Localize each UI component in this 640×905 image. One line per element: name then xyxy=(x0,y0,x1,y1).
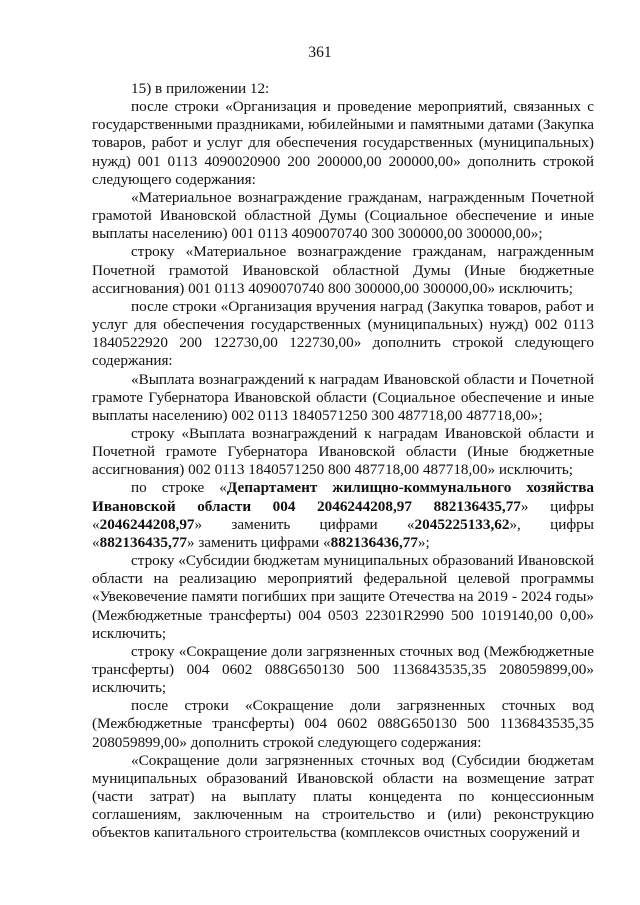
bold-text: 882136435,77 xyxy=(99,533,187,551)
paragraph xyxy=(92,298,594,371)
paragraph xyxy=(92,425,594,479)
paragraph xyxy=(92,752,594,843)
text-run: », цифры « xyxy=(92,515,594,551)
text-run: «Сокращение доли загрязненных сточных вод (Субсидии бюджетам муниципальных образований Ивановской области на возмещение затрат (части затрат) на выплату платы концедента по концессионным соглашениям, заключенным на строительство и (или) реконструкцию объектов капитального строительства (комплексов очистных сооружений и xyxy=(92,751,594,842)
bold-text: 882136436,77 xyxy=(330,533,418,551)
text-run: 15) в приложении 12: xyxy=(131,80,270,97)
text-run: строку «Сокращение доли загрязненных сточных вод (Межбюджетные трансферты) 004 0602 088G650130 500 1136843535,35 208059899,00» исключить; xyxy=(92,642,594,697)
bold-text: 2045225133,62 xyxy=(414,515,510,533)
text-run: «Материальное вознаграждение гражданам, награжденным Почетной грамотой Ивановской областной Думы (Социальное обеспечение и иные выплаты населению) 001 0113 4090070740 300 300000,00 300000,00»; xyxy=(92,188,594,243)
paragraph xyxy=(92,98,594,189)
text-run: после строки «Организация вручения наград (Закупка товаров, работ и услуг для обеспечения государственных (муниципальных) нужд) 002 0113 1840522920 200 122730,00 122730,00» дополнить строкой следующего содержания: xyxy=(92,297,594,370)
paragraph xyxy=(92,479,594,552)
text-run: » цифры « xyxy=(92,497,594,533)
paragraph xyxy=(92,189,594,243)
text-run: »; xyxy=(417,533,430,551)
text-run: » заменить цифрами « xyxy=(194,515,415,533)
text-run: строку «Выплата вознаграждений к наградам Ивановской области и Почетной грамоте Губернатора Ивановской области (Иные бюджетные ассигнования) 002 0113 1840571250 800 487718,00 487718,00» исключить; xyxy=(92,424,594,479)
document-body xyxy=(92,80,594,843)
text-run: «Выплата вознаграждений к наградам Ивановской области и Почетной грамоте Губернатора Ивановской области (Социальное обеспечение и иные выплаты населению) 002 0113 1840571250 300 487718,00 487718,00»; xyxy=(92,370,594,424)
text-run: строку «Субсидии бюджетам муниципальных образований Ивановской области на реализацию мероприятий федеральной целевой программы «Увековечение памяти погибших при защите Отечества на 2019 - 2024 годы» (Межбюджетные трансферты) 004 0503 22301R2990 500 1019140,00 0,00» исключить; xyxy=(92,552,595,642)
bold-text: 2046244208,97 xyxy=(99,515,195,533)
bold-text: Департамент жилищно-коммунального хозяйства Ивановской области 004 2046244208,97 882136435,77 xyxy=(92,479,594,515)
paragraph xyxy=(92,697,594,751)
paragraph xyxy=(92,643,594,697)
text-run: после строки «Организация и проведение мероприятий, связанных с государственными праздниками, юбилейными и памятными датами (Закупка товаров, работ и услуг для обеспечения государственных (муниципальных) нужд) 001 0113 4090020900 200 200000,00 200000,00» дополнить строкой следующего содержания: xyxy=(92,98,594,188)
text-run: после строки «Сокращение доли загрязненных сточных вод (Межбюджетные трансферты) 004 0602 088G650130 500 1136843535,35 208059899,00» дополнить строкой следующего содержания: xyxy=(92,697,594,751)
paragraph xyxy=(92,243,594,297)
text-run: по строке « xyxy=(131,479,227,497)
page-number: 361 xyxy=(308,44,332,61)
paragraph xyxy=(92,371,594,425)
text-run: » заменить цифрами « xyxy=(186,533,331,551)
text-run: строку «Материальное вознаграждение гражданам, награжденным Почетной грамотой Ивановской областной Думы (Иные бюджетные ассигнования) 001 0113 4090070740 800 300000,00 300000,00» исключить; xyxy=(92,243,594,297)
paragraph xyxy=(92,552,594,643)
paragraph xyxy=(92,80,594,98)
